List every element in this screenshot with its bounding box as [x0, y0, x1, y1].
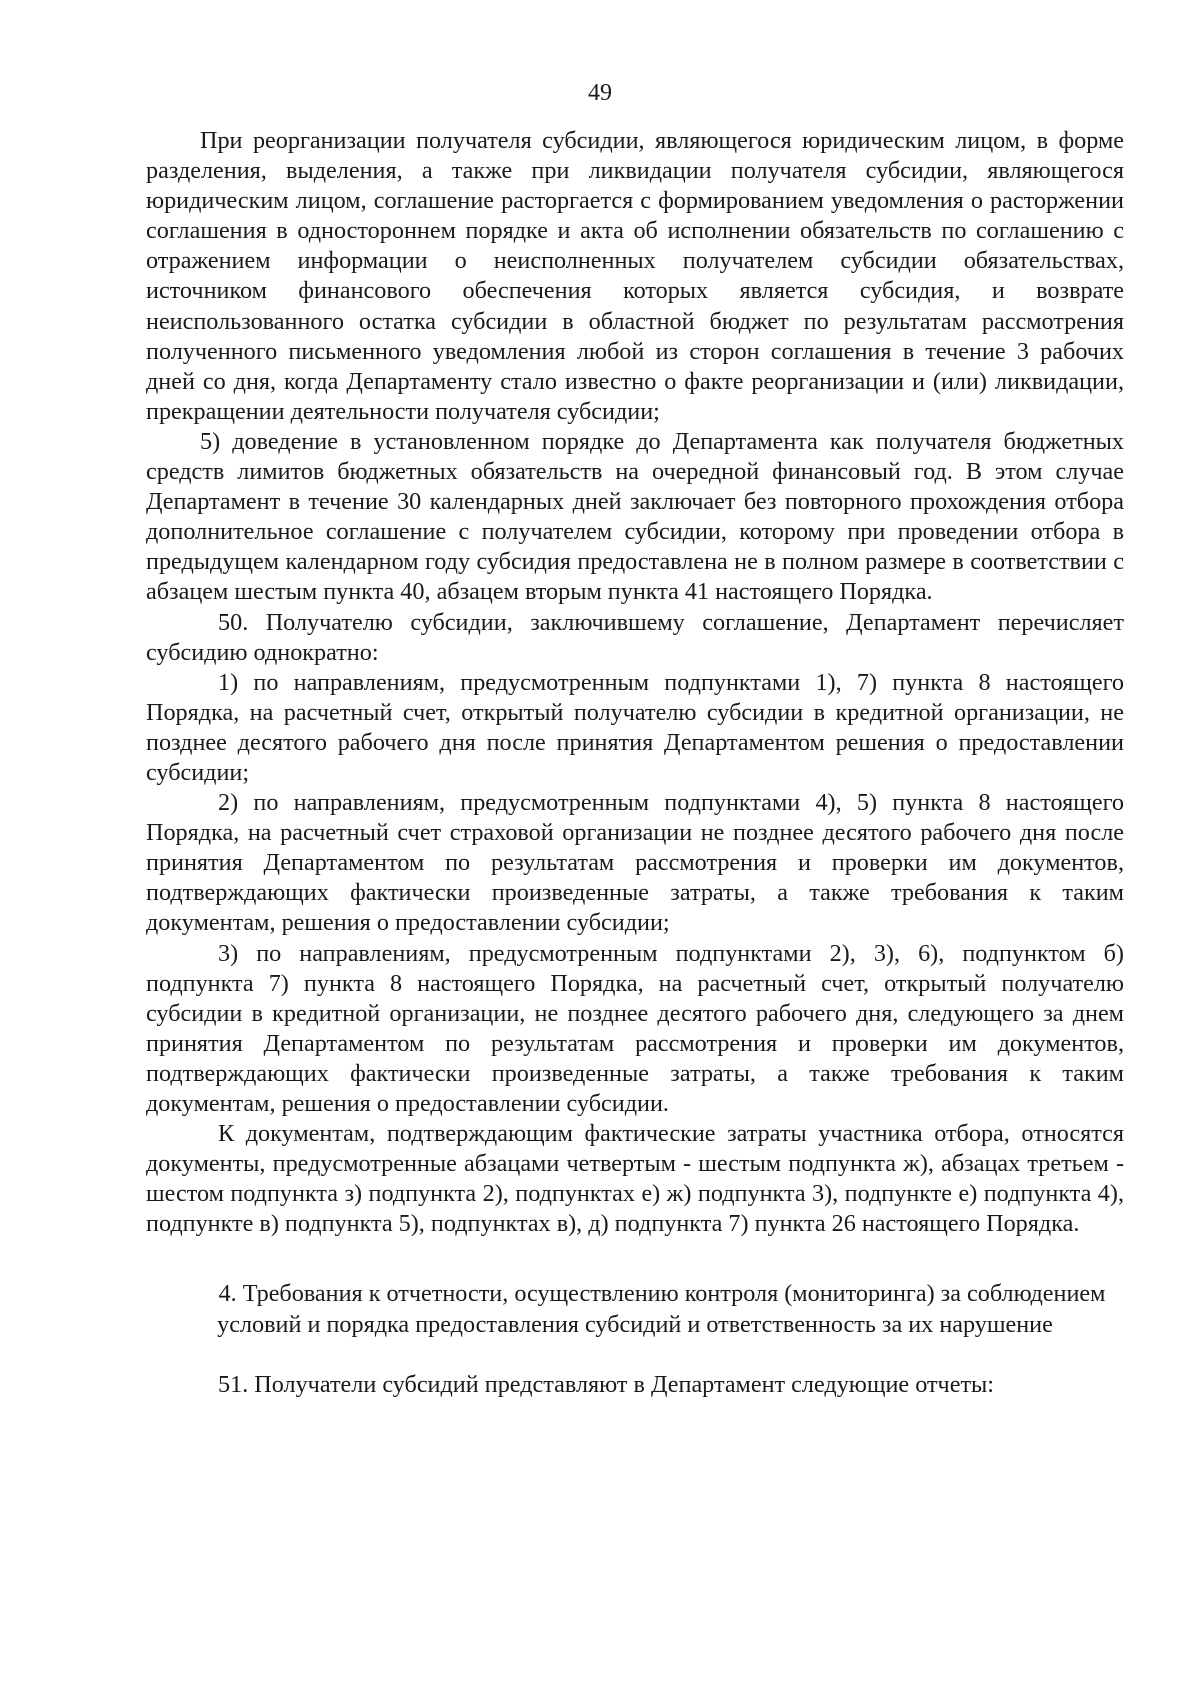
paragraph-item-5: 5) доведение в установленном порядке до Департамента как получателя бюджетных средств лимитов бюджетных обязательств на очередной финансовый год. В этом случае Департамент в течение 30 календарных дней заключает без повторного прохождения отбора дополнительное соглашение с получателем субсидии, которому при проведении отбора в предыдущем календарном году субсидия предоставлена не в полном размере в соответствии с абзацем шестым пункта 40, абзацем вторым пункта 41 настоящего Порядка. [146, 427, 1124, 606]
paragraph-clause-51: 51. Получатели субсидий представляют в Департамент следующие отчеты: [218, 1370, 994, 1398]
paragraph-supporting-documents: К документам, подтверждающим фактические затраты участника отбора, относятся документы, предусмотренные абзацами четвертым - шестым подпункта ж), абзацах третьем - шестом подпункта з) подпункта 2), подпунктах е) ж) подпункта 3), подпункте е) подпункта 4), подпункте в) подпункта 5), подпунктах в), д) подпункта 7) пункта 26 настоящего Порядка. [146, 1120, 1124, 1238]
document-body [146, 126, 1124, 1400]
section-heading: 4. Требования к отчетности, осуществлению контроля (мониторинга) за соблюдением условий и порядка предоставления субсидий и ответственность за их нарушение [217, 1280, 1106, 1338]
paragraph-reorganization: При реорганизации получателя субсидии, являющегося юридическим лицом, в форме разделения, выделения, а также при ликвидации получателя субсидии, являющегося юридическим лицом, соглашение расторгается с формированием уведомления о расторжении соглашения в одностороннем порядке и акта об исполнении обязательств по соглашению с отражением информации о неисполненных получателем субсидии обязательствах, источником финансового обеспечения которых является субсидия, и возврате неиспользованного остатка субсидии в областной бюджет по результатам рассмотрения полученного письменного уведомления любой из сторон соглашения в течение 3 рабочих дней со дня, когда Департаменту стало известно о факте реорганизации и (или) ликвидации, прекращении деятельности получателя субсидии; [146, 127, 1124, 425]
paragraph-item-3: 3) по направлениям, предусмотренным подпунктами 2), 3), 6), подпунктом б) подпункта 7) пункта 8 настоящего Порядка, на расчетный счет, открытый получателю субсидии в кредитной организации, не позднее десятого рабочего дня, следующего за днем принятия Департаментом по результатам рассмотрения и проверки им документов, подтверждающих фактически произведенные затраты, а также требования к таким документам, решения о предоставлении субсидии. [146, 939, 1124, 1117]
paragraph-clause-50: 50. Получателю субсидии, заключившему соглашение, Департамент перечисляет субсидию однократно: [146, 608, 1124, 666]
page-number: 49 [588, 80, 612, 106]
paragraph-item-2: 2) по направлениям, предусмотренным подпунктами 4), 5) пункта 8 настоящего Порядка, на расчетный счет страховой организации не позднее десятого рабочего дня после принятия Департаментом по результатам рассмотрения и проверки им документов, подтверждающих фактически произведенные затраты, а также требования к таким документам, решения о предоставлении субсидии; [146, 789, 1124, 937]
paragraph-item-1: 1) по направлениям, предусмотренным подпунктами 1), 7) пункта 8 настоящего Порядка, на расчетный счет, открытый получателю субсидии в кредитной организации, не позднее десятого рабочего дня после принятия Департаментом решения о предоставлении субсидии; [146, 668, 1124, 786]
